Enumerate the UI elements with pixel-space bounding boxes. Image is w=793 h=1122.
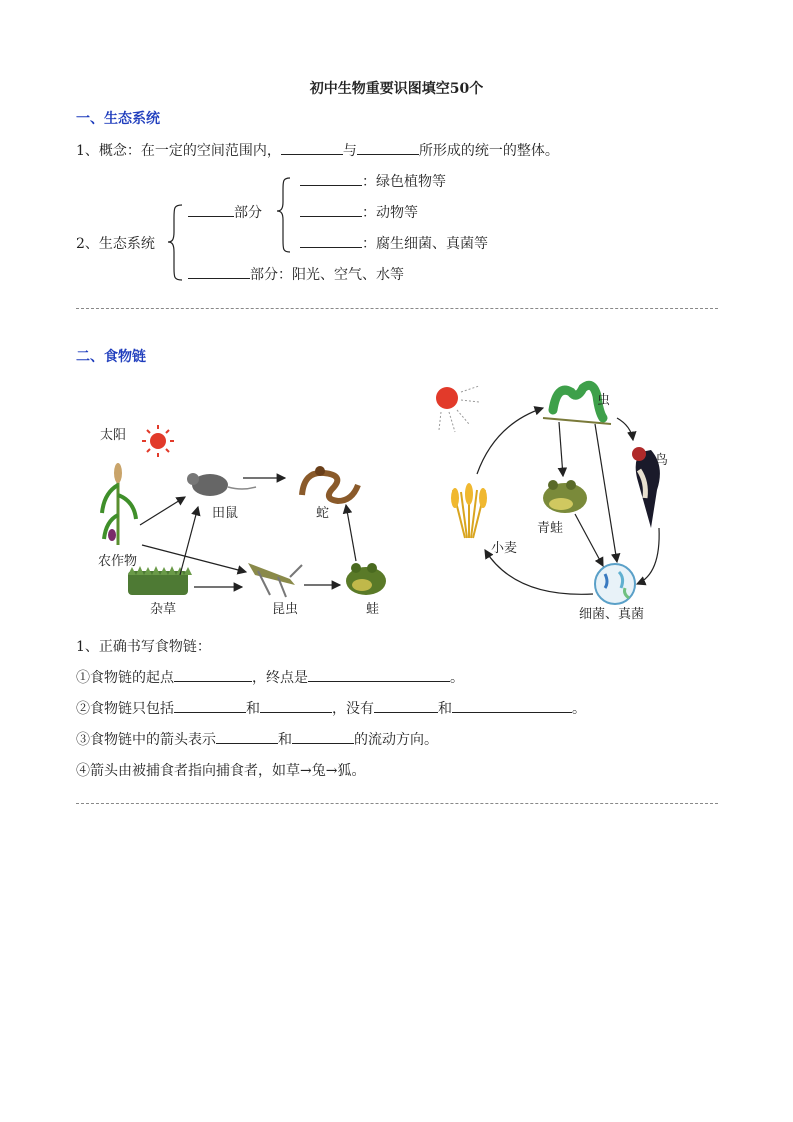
line3-c: 的流动方向。: [354, 732, 438, 748]
grass-icon: [128, 566, 192, 595]
food-web-diagram-left: [90, 415, 410, 625]
snake-icon: [302, 466, 358, 501]
answer-blank[interactable]: [357, 141, 419, 155]
abiotic-part: [188, 264, 404, 284]
snake-label: 蛇: [316, 506, 330, 521]
microbe-icon: [595, 564, 635, 604]
answer-blank[interactable]: [374, 699, 438, 713]
frog-icon: [543, 480, 587, 513]
line1-a: ①食物链的起点: [76, 670, 174, 686]
frog-icon: [346, 563, 386, 595]
concept-mid: 与: [342, 143, 357, 159]
answer-blank[interactable]: [308, 668, 450, 682]
abiotic-part-label: 部分：阳光、空气、水等: [250, 267, 404, 283]
section-divider: [76, 308, 718, 309]
crops-label: 农作物: [98, 554, 138, 569]
food-chain-line-1: [76, 667, 464, 687]
line2-c: ，没有: [332, 701, 374, 717]
answer-blank[interactable]: [216, 730, 278, 744]
answer-blank[interactable]: [452, 699, 572, 713]
answer-blank[interactable]: [188, 265, 250, 279]
corn-icon: [102, 463, 136, 545]
answer-blank[interactable]: [260, 699, 332, 713]
concept-prefix: 1、概念：在一定的空间范围内，: [76, 143, 281, 159]
line2-a: ②食物链只包括: [76, 701, 174, 717]
question-concept: [76, 140, 559, 160]
decomposer-line: [300, 233, 488, 253]
producer-text: ：绿色植物等: [362, 174, 446, 190]
line1-c: 。: [450, 670, 464, 686]
wheat-icon: [451, 483, 487, 538]
line2-d: 和: [438, 701, 452, 717]
answer-blank[interactable]: [174, 668, 252, 682]
answer-blank[interactable]: [300, 172, 362, 186]
answer-blank[interactable]: [174, 699, 246, 713]
weeds-label: 杂草: [150, 602, 177, 617]
answer-blank[interactable]: [188, 203, 234, 217]
line1-b: ，终点是: [252, 670, 308, 686]
mouse-icon: [187, 473, 256, 496]
line3-b: 和: [278, 732, 292, 748]
field-mouse-label: 田鼠: [212, 506, 239, 521]
answer-blank[interactable]: [281, 141, 343, 155]
consumer-text: ：动物等: [362, 205, 418, 221]
biotic-part-label: 部分: [234, 205, 262, 221]
decomposer-text: ：腐生细菌、真菌等: [362, 236, 488, 252]
grasshopper-icon: [248, 563, 302, 597]
worm-label: 虫: [597, 393, 611, 408]
consumer-line: [300, 202, 418, 222]
producer-line: [300, 171, 446, 191]
section-divider: [76, 803, 718, 804]
food-chain-line-4: ④箭头由被捕食者指向捕食者，如草→兔→狐。: [76, 763, 366, 779]
food-chain-line-3: [76, 729, 438, 749]
page-title: 初中生物重要识图填空50个: [309, 81, 484, 97]
sun-label: 太阳: [100, 428, 127, 443]
section-heading-food-chain: 二、食物链: [76, 349, 146, 365]
concept-suffix: 所形成的统一的整体。: [418, 143, 559, 159]
ecosystem-label: 2、生态系统: [76, 236, 155, 252]
answer-blank[interactable]: [300, 203, 362, 217]
biotic-part: [188, 202, 262, 222]
sun-icon: [436, 386, 479, 432]
microbes-label: 细菌、真菌: [579, 607, 645, 622]
food-chain-line-2: [76, 698, 586, 718]
answer-blank[interactable]: [292, 730, 354, 744]
sun-icon: [142, 425, 174, 457]
frog-label: 蛙: [366, 602, 380, 617]
line2-e: 。: [572, 701, 586, 717]
line2-b: 和: [246, 701, 260, 717]
wheat-label: 小麦: [491, 541, 518, 556]
section-heading-ecosystem: 一、生态系统: [76, 111, 160, 127]
insect-label: 昆虫: [272, 602, 299, 617]
frog-label: 青蛙: [537, 521, 564, 536]
food-chain-question: 1、正确书写食物链：: [76, 639, 211, 655]
answer-blank[interactable]: [300, 234, 362, 248]
line3-a: ③食物链中的箭头表示: [76, 732, 216, 748]
bird-label: 鸟: [655, 453, 669, 468]
food-web-diagram-right: [425, 378, 685, 628]
